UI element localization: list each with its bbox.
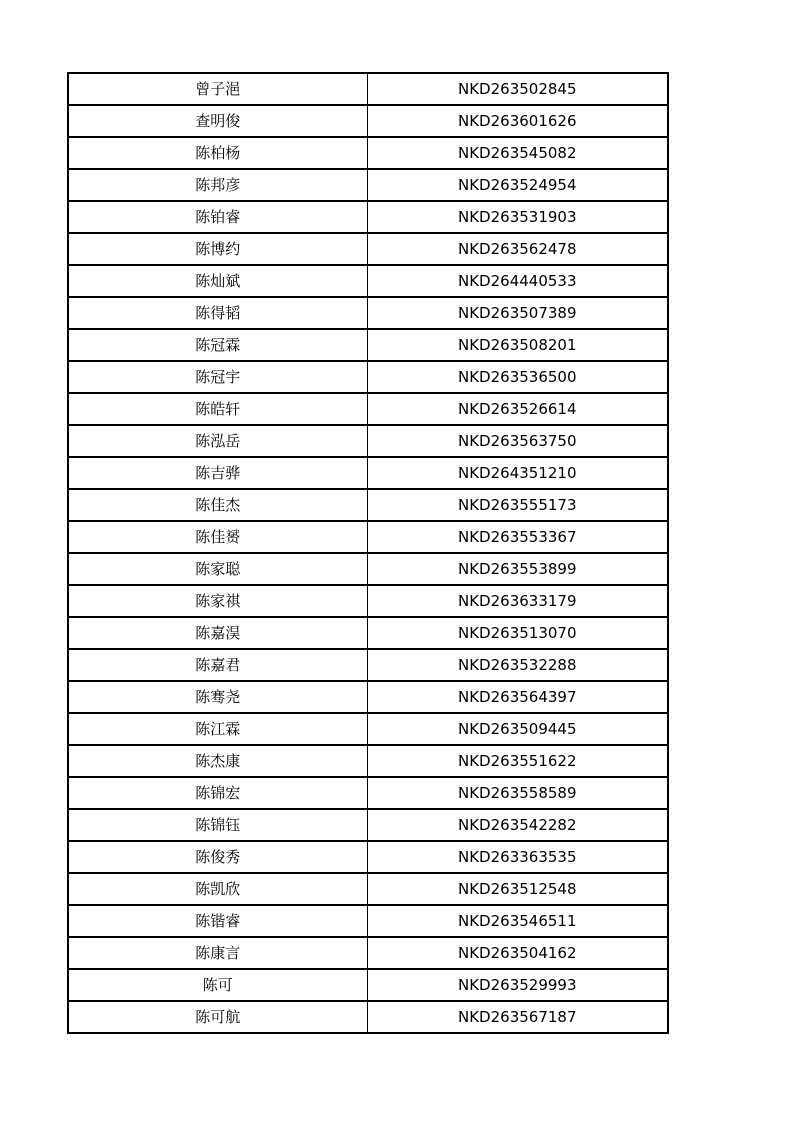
code-cell: NKD263508201 bbox=[367, 329, 668, 361]
code-cell: NKD263558589 bbox=[367, 777, 668, 809]
name-cell: 曾子浥 bbox=[68, 73, 367, 105]
table-row bbox=[68, 297, 668, 329]
code-cell: NKD263545082 bbox=[367, 137, 668, 169]
table-row bbox=[68, 841, 668, 873]
name-cell: 陈灿斌 bbox=[68, 265, 367, 297]
code-cell: NKD263529993 bbox=[367, 969, 668, 1001]
table-row bbox=[68, 713, 668, 745]
table-row bbox=[68, 457, 668, 489]
code-cell: NKD263553899 bbox=[367, 553, 668, 585]
table-row bbox=[68, 809, 668, 841]
code-cell: NKD263564397 bbox=[367, 681, 668, 713]
table-row bbox=[68, 777, 668, 809]
table-row bbox=[68, 137, 668, 169]
code-cell: NKD263567187 bbox=[367, 1001, 668, 1033]
table-row bbox=[68, 649, 668, 681]
name-cell: 陈可航 bbox=[68, 1001, 367, 1033]
table-row bbox=[68, 393, 668, 425]
code-cell: NKD264351210 bbox=[367, 457, 668, 489]
name-cell: 陈柏杨 bbox=[68, 137, 367, 169]
name-cell: 陈杰康 bbox=[68, 745, 367, 777]
name-cell: 陈可 bbox=[68, 969, 367, 1001]
name-cell: 陈凯欣 bbox=[68, 873, 367, 905]
code-cell: NKD263524954 bbox=[367, 169, 668, 201]
name-cell: 陈佳杰 bbox=[68, 489, 367, 521]
table-row bbox=[68, 233, 668, 265]
table-row bbox=[68, 553, 668, 585]
code-cell: NKD263512548 bbox=[367, 873, 668, 905]
table-row bbox=[68, 873, 668, 905]
name-cell: 陈江霖 bbox=[68, 713, 367, 745]
table-row bbox=[68, 425, 668, 457]
code-cell: NKD263532288 bbox=[367, 649, 668, 681]
name-cell: 陈邦彦 bbox=[68, 169, 367, 201]
name-cell: 查明俊 bbox=[68, 105, 367, 137]
name-cell: 陈冠宇 bbox=[68, 361, 367, 393]
name-cell: 陈铂睿 bbox=[68, 201, 367, 233]
code-cell: NKD263553367 bbox=[367, 521, 668, 553]
name-cell: 陈泓岳 bbox=[68, 425, 367, 457]
name-cell: 陈冠霖 bbox=[68, 329, 367, 361]
code-cell: NKD263509445 bbox=[367, 713, 668, 745]
code-cell: NKD263502845 bbox=[367, 73, 668, 105]
code-cell: NKD263504162 bbox=[367, 937, 668, 969]
code-cell: NKD263562478 bbox=[367, 233, 668, 265]
code-cell: NKD263507389 bbox=[367, 297, 668, 329]
table-row bbox=[68, 681, 668, 713]
code-cell: NKD263526614 bbox=[367, 393, 668, 425]
code-cell: NKD263546511 bbox=[367, 905, 668, 937]
table-row bbox=[68, 169, 668, 201]
name-code-table bbox=[67, 72, 669, 1034]
table-row bbox=[68, 969, 668, 1001]
table-row bbox=[68, 105, 668, 137]
table-row bbox=[68, 905, 668, 937]
table-row bbox=[68, 521, 668, 553]
code-cell: NKD263563750 bbox=[367, 425, 668, 457]
name-cell: 陈皓轩 bbox=[68, 393, 367, 425]
name-cell: 陈嘉君 bbox=[68, 649, 367, 681]
table-row bbox=[68, 617, 668, 649]
code-cell: NKD263513070 bbox=[367, 617, 668, 649]
table-row bbox=[68, 489, 668, 521]
name-cell: 陈嘉淏 bbox=[68, 617, 367, 649]
code-cell: NKD263601626 bbox=[367, 105, 668, 137]
code-cell: NKD263363535 bbox=[367, 841, 668, 873]
name-cell: 陈锴睿 bbox=[68, 905, 367, 937]
code-cell: NKD263536500 bbox=[367, 361, 668, 393]
code-cell: NKD264440533 bbox=[367, 265, 668, 297]
name-cell: 陈博约 bbox=[68, 233, 367, 265]
table-row bbox=[68, 937, 668, 969]
name-cell: 陈家祺 bbox=[68, 585, 367, 617]
table-row bbox=[68, 73, 668, 105]
table-row bbox=[68, 361, 668, 393]
code-cell: NKD263542282 bbox=[367, 809, 668, 841]
name-cell: 陈锦钰 bbox=[68, 809, 367, 841]
code-cell: NKD263531903 bbox=[367, 201, 668, 233]
name-cell: 陈家聪 bbox=[68, 553, 367, 585]
name-cell: 陈得韬 bbox=[68, 297, 367, 329]
name-cell: 陈佳赟 bbox=[68, 521, 367, 553]
table-body bbox=[68, 73, 668, 1033]
code-cell: NKD263633179 bbox=[367, 585, 668, 617]
name-cell: 陈锦宏 bbox=[68, 777, 367, 809]
table-row bbox=[68, 329, 668, 361]
name-cell: 陈康言 bbox=[68, 937, 367, 969]
name-cell: 陈俊秀 bbox=[68, 841, 367, 873]
code-cell: NKD263551622 bbox=[367, 745, 668, 777]
table-row bbox=[68, 585, 668, 617]
table-row bbox=[68, 1001, 668, 1033]
table-row bbox=[68, 745, 668, 777]
name-cell: 陈吉骅 bbox=[68, 457, 367, 489]
table-row bbox=[68, 201, 668, 233]
name-cell: 陈骞尧 bbox=[68, 681, 367, 713]
table-row bbox=[68, 265, 668, 297]
code-cell: NKD263555173 bbox=[367, 489, 668, 521]
